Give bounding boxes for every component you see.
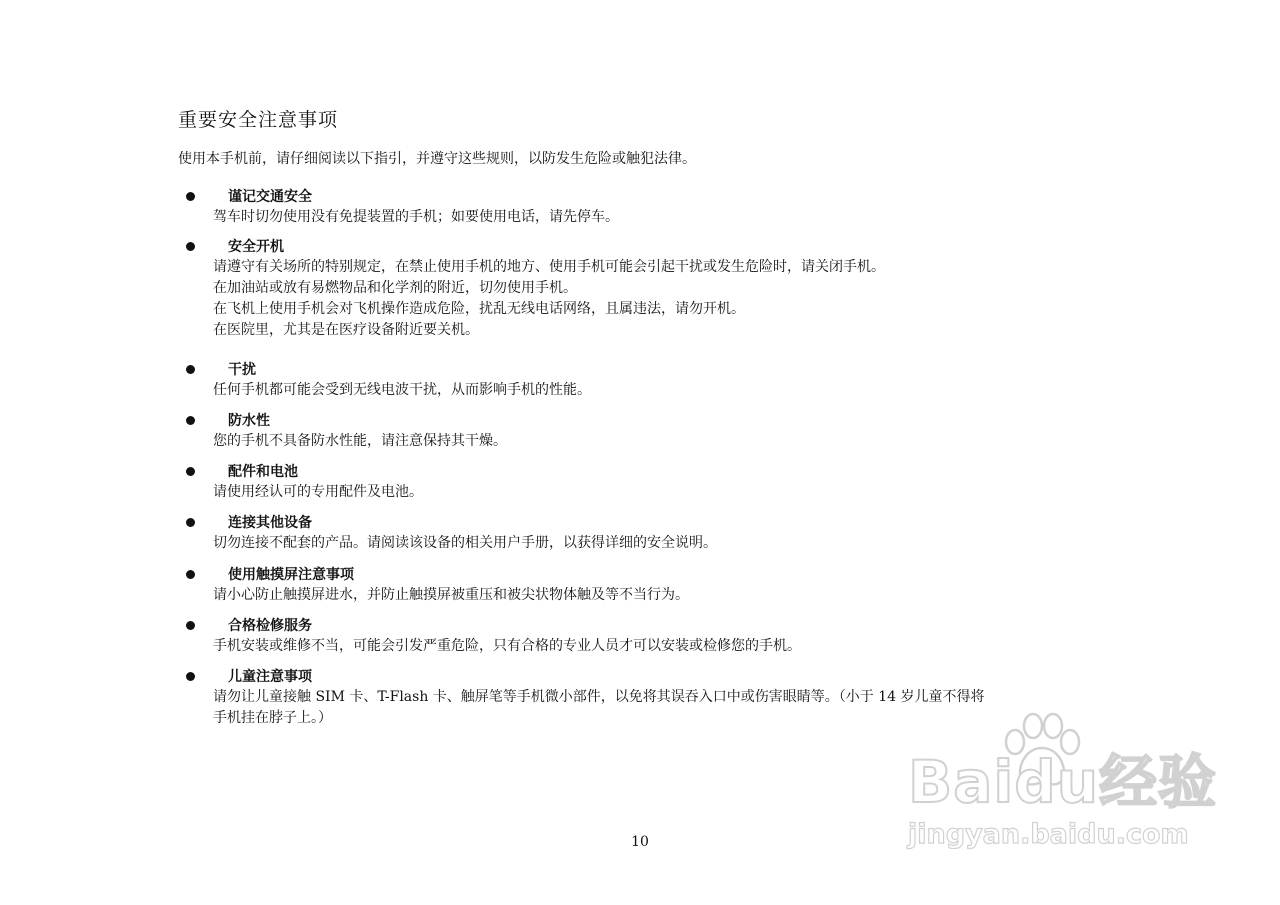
intro-paragraph: 使用本手机前，请仔细阅读以下指引，并遵守这些规则，以防发生危险或触犯法律。 [178,151,696,167]
bullet-icon [186,365,195,374]
section-body [213,636,1143,657]
section-heading: 儿童注意事项 [228,669,312,685]
section-heading: 合格检修服务 [228,618,312,634]
section-body [213,585,1143,606]
bullet-icon [186,192,195,201]
section-line: 在加油站或放有易燃物品和化学剂的附近，切勿使用手机。 [213,280,577,296]
bullet-icon [186,242,195,251]
bullet-icon [186,672,195,681]
section-line: 请遵守有关场所的特别规定，在禁止使用手机的地方、使用手机可能会引起干扰或发生危险时，请关闭手机。 [213,259,885,275]
section-body [213,482,1143,503]
bullet-icon [186,570,195,579]
section-heading: 配件和电池 [228,464,298,480]
watermark-url: jingyan.baidu.com [908,819,1189,850]
bullet-icon [186,467,195,476]
section-line: 切勿连接不配套的产品。请阅读该设备的相关用户手册，以获得详细的安全说明。 [213,535,717,551]
section-heading: 连接其他设备 [228,515,312,531]
section-line: 您的手机不具备防水性能，请注意保持其干燥。 [213,433,507,449]
section-body [213,207,1143,228]
section-line: 手机挂在脖子上。） [213,710,332,726]
section-heading: 防水性 [228,413,270,429]
page-title: 重要安全注意事项 [178,109,339,131]
page-number: 10 [631,834,649,850]
bullet-icon [186,518,195,527]
section-heading: 谨记交通安全 [228,189,312,205]
section-heading: 使用触摸屏注意事项 [228,567,354,583]
section-heading: 干扰 [228,362,256,378]
section-line: 请小心防止触摸屏进水，并防止触摸屏被重压和被尖状物体触及等不当行为。 [213,587,689,603]
section-line: 手机安装或维修不当，可能会引发严重危险，只有合格的专业人员才可以安装或检修您的手机。 [213,638,801,654]
bullet-icon [186,416,195,425]
section-body [213,380,1143,401]
section-line: 请勿让儿童接触 SIM 卡、T-Flash 卡、触屏笔等手机微小部件，以免将其误吞入口中或伤害眼睛等。（小于 14 岁儿童不得将 [213,689,985,705]
bullet-icon [186,621,195,630]
baidu-watermark [900,712,1218,862]
section-heading: 安全开机 [228,239,284,255]
section-line: 任何手机都可能会受到无线电波干扰，从而影响手机的性能。 [213,382,591,398]
section-line: 驾车时切勿使用没有免提装置的手机；如要使用电话，请先停车。 [213,209,619,225]
section-line: 在医院里，尤其是在医疗设备附近要关机。 [213,322,479,338]
section-line: 请使用经认可的专用配件及电池。 [213,484,423,500]
section-body [213,431,1143,452]
section-body [213,257,1143,341]
section-line: 在飞机上使用手机会对飞机操作造成危险，扰乱无线电话网络，且属违法，请勿开机。 [213,301,745,317]
watermark-brand: Baidu经验 [908,748,1218,816]
section-body [213,533,1143,554]
